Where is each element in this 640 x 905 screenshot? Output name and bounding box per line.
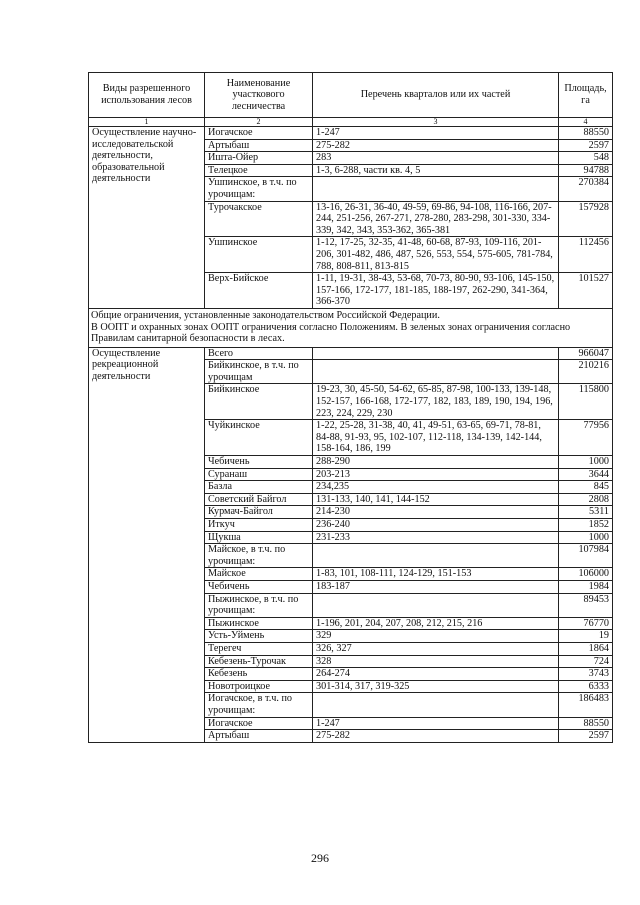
table-row [89, 127, 613, 140]
forestry-name-cell: Иогачское [205, 717, 313, 730]
forestry-name-cell: Майское [205, 568, 313, 581]
area-cell: 1984 [559, 580, 613, 593]
quarters-cell: 234,235 [313, 481, 559, 494]
area-cell: 101527 [559, 273, 613, 309]
forestry-name-cell: Пыжинское, в т.ч. по урочищам: [205, 593, 313, 617]
quarters-cell: 275-282 [313, 139, 559, 152]
restrictions-note [89, 308, 613, 347]
forestry-name-cell: Иткуч [205, 519, 313, 532]
area-cell: 845 [559, 481, 613, 494]
quarters-cell: 203-213 [313, 468, 559, 481]
forestry-name-cell: Верх-Бийское [205, 273, 313, 309]
area-cell: 186483 [559, 693, 613, 717]
column-number: 1 [89, 118, 205, 127]
quarters-cell: 1-22, 25-28, 31-38, 40, 41, 49-51, 63-65, 69-71, 78-81, 84-88, 91-93, 95, 102-107, 112-118, 134-139, 142-144, 158-164, 186, 199 [313, 420, 559, 456]
forestry-name-cell: Кебезень [205, 668, 313, 681]
forest-use-table [88, 72, 613, 743]
area-cell: 107984 [559, 544, 613, 568]
quarters-cell [313, 593, 559, 617]
section-research [89, 127, 613, 309]
section-recreation [89, 347, 613, 742]
area-cell: 6333 [559, 680, 613, 693]
quarters-cell: 275-282 [313, 730, 559, 743]
note-line-1: Общие ограничения, установленные законодательством Российской Федерации. [91, 309, 440, 321]
forestry-name-cell: Телецкое [205, 164, 313, 177]
area-cell: 157928 [559, 201, 613, 237]
area-cell: 1852 [559, 519, 613, 532]
quarters-cell: 301-314, 317, 319-325 [313, 680, 559, 693]
area-cell: 88550 [559, 717, 613, 730]
quarters-cell: 1-83, 101, 108-111, 124-129, 151-153 [313, 568, 559, 581]
quarters-cell: 1-3, 6-288, части кв. 4, 5 [313, 164, 559, 177]
area-cell: 2597 [559, 730, 613, 743]
forestry-name-cell: Ушпинское [205, 237, 313, 273]
area-cell: 724 [559, 655, 613, 668]
header-use-type: Виды разрешенного использования лесов [89, 73, 205, 118]
column-number: 4 [559, 118, 613, 127]
header-area: Площадь, га [559, 73, 613, 118]
area-cell: 5311 [559, 506, 613, 519]
quarters-cell [313, 693, 559, 717]
note-line-2: В ООПТ и охранных зонах ООПТ ограничения согласно Положениям. В зеленых зонах ограничения согласно Правилам санитарной безопасности в лесах. [91, 321, 571, 345]
area-cell: 88550 [559, 127, 613, 140]
quarters-cell: 236-240 [313, 519, 559, 532]
quarters-cell: 1-196, 201, 204, 207, 208, 212, 215, 216 [313, 617, 559, 630]
forestry-name-cell: Майское, в т.ч. по урочищам: [205, 544, 313, 568]
column-number: 2 [205, 118, 313, 127]
quarters-cell: 288-290 [313, 456, 559, 469]
quarters-cell: 1-11, 19-31, 38-43, 53-68, 70-73, 80-90, 93-106, 145-150, 157-166, 172-177, 181-185, 188-197, 262-290, 341-364, 366-370 [313, 273, 559, 309]
column-number-row [89, 118, 613, 127]
quarters-cell: 131-133, 140, 141, 144-152 [313, 493, 559, 506]
area-cell: 115800 [559, 384, 613, 420]
area-cell: 89453 [559, 593, 613, 617]
forestry-name-cell: Бийкинское, в т.ч. по урочищам [205, 360, 313, 384]
area-cell: 94788 [559, 164, 613, 177]
quarters-cell: 283 [313, 152, 559, 165]
area-cell: 19 [559, 630, 613, 643]
forestry-name-cell: Артыбаш [205, 139, 313, 152]
quarters-cell [313, 360, 559, 384]
area-cell: 1000 [559, 531, 613, 544]
table-row [89, 347, 613, 360]
header-quarters: Перечень кварталов или их частей [313, 73, 559, 118]
forestry-name-cell: Терегеч [205, 642, 313, 655]
forestry-name-cell: Турочакское [205, 201, 313, 237]
header-forestry-name: Наименование участкового лесничества [205, 73, 313, 118]
area-cell: 1000 [559, 456, 613, 469]
quarters-cell: 328 [313, 655, 559, 668]
area-cell: 112456 [559, 237, 613, 273]
area-cell: 3644 [559, 468, 613, 481]
forestry-name-cell: Новотроицкое [205, 680, 313, 693]
area-cell: 2808 [559, 493, 613, 506]
area-cell: 106000 [559, 568, 613, 581]
restrictions-note-row [89, 308, 613, 347]
use-type-research: Осуществление научно-исследовательской деятельности, образовательной деятельности [89, 127, 205, 309]
quarters-cell: 13-16, 26-31, 36-40, 49-59, 69-86, 94-108, 116-166, 207-244, 251-256, 267-271, 278-280, 283-298, 301-330, 334-339, 342, 343, 353-362, 365-381 [313, 201, 559, 237]
area-cell: 77956 [559, 420, 613, 456]
forestry-name-cell: Советский Байгол [205, 493, 313, 506]
forestry-name-cell: Ушпинское, в т.ч. по урочищам: [205, 177, 313, 201]
quarters-cell: 329 [313, 630, 559, 643]
area-cell: 1864 [559, 642, 613, 655]
forestry-name-cell: Суранаш [205, 468, 313, 481]
quarters-cell: 19-23, 30, 45-50, 54-62, 65-85, 87-98, 100-133, 139-148, 152-157, 166-168, 172-177, 182, 183, 189, 190, 194, 196, 223, 224, 229, 230 [313, 384, 559, 420]
forestry-name-cell: Чебичень [205, 456, 313, 469]
forestry-name-cell: Иогачское [205, 127, 313, 140]
forestry-name-cell: Курмач-Байгол [205, 506, 313, 519]
quarters-cell [313, 544, 559, 568]
forestry-name-cell: Иогачское, в т.ч. по урочищам: [205, 693, 313, 717]
quarters-cell: 214-230 [313, 506, 559, 519]
forestry-name-cell: Пыжинское [205, 617, 313, 630]
area-cell: 2597 [559, 139, 613, 152]
area-cell: 3743 [559, 668, 613, 681]
quarters-cell [313, 177, 559, 201]
use-type-recreation: Осуществление рекреационной деятельности [89, 347, 205, 742]
forestry-name-cell: Кебезень-Турочак [205, 655, 313, 668]
column-number: 3 [313, 118, 559, 127]
section-note [89, 308, 613, 347]
forestry-name-cell: Ишта-Ойер [205, 152, 313, 165]
header-row [89, 73, 613, 118]
forestry-name-cell: Базла [205, 481, 313, 494]
quarters-cell: 1-247 [313, 127, 559, 140]
area-cell: 966047 [559, 347, 613, 360]
area-cell: 548 [559, 152, 613, 165]
forestry-name-cell: Чуйкинское [205, 420, 313, 456]
quarters-cell: 326, 327 [313, 642, 559, 655]
forestry-name-cell: Всего [205, 347, 313, 360]
area-cell: 76770 [559, 617, 613, 630]
area-cell: 270384 [559, 177, 613, 201]
forestry-name-cell: Усть-Уймень [205, 630, 313, 643]
forestry-name-cell: Бийкинское [205, 384, 313, 420]
quarters-cell: 1-247 [313, 717, 559, 730]
quarters-cell: 1-12, 17-25, 32-35, 41-48, 60-68, 87-93, 109-116, 201-206, 301-482, 486, 487, 526, 553, 554, 575-605, 781-784, 788, 808-811, 813-815 [313, 237, 559, 273]
forestry-name-cell: Артыбаш [205, 730, 313, 743]
area-cell: 210216 [559, 360, 613, 384]
page-number: 296 [311, 851, 329, 865]
quarters-cell: 231-233 [313, 531, 559, 544]
quarters-cell [313, 347, 559, 360]
quarters-cell: 183-187 [313, 580, 559, 593]
forestry-name-cell: Щукша [205, 531, 313, 544]
quarters-cell: 264-274 [313, 668, 559, 681]
forestry-name-cell: Чебичень [205, 580, 313, 593]
